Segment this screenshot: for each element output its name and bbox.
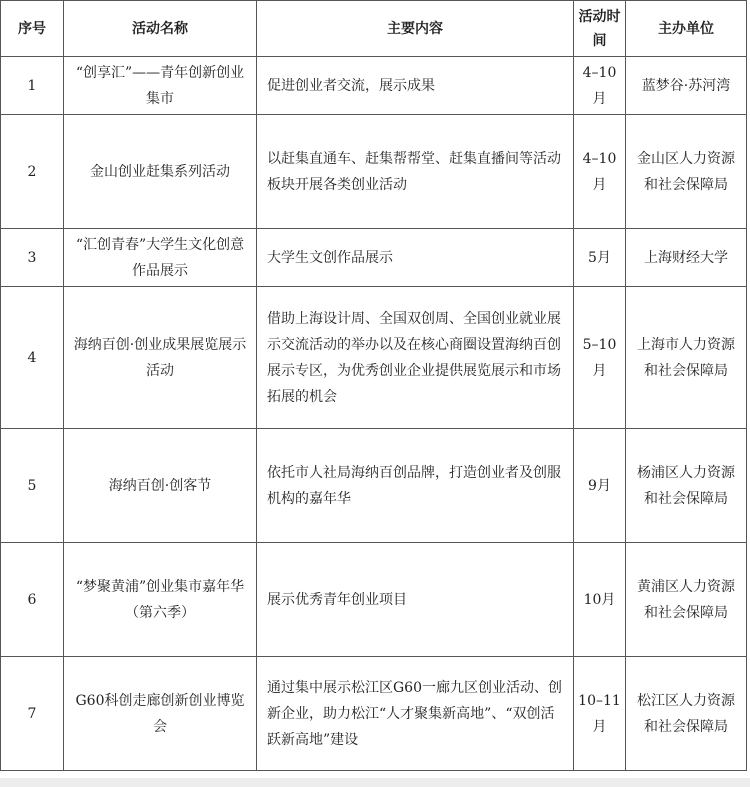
row-no: 5 <box>1 429 64 543</box>
row-org: 松江区人力资源和社会保障局 <box>626 657 747 771</box>
row-content: 通过集中展示松江区G60一廊九区创业活动、创新企业，助力松江“人才聚集新高地”、“双创活跃新高地”建设 <box>257 657 574 771</box>
row-org: 上海市人力资源和社会保障局 <box>626 287 747 429</box>
table-row <box>1 229 747 287</box>
row-content: 展示优秀青年创业项目 <box>257 543 574 657</box>
row-org: 黄浦区人力资源和社会保障局 <box>626 543 747 657</box>
table-row <box>1 57 747 115</box>
row-time: 4–10月 <box>574 57 626 115</box>
header-name: 活动名称 <box>64 1 257 57</box>
row-org: 蓝梦谷·苏河湾 <box>626 57 747 115</box>
header-org: 主办单位 <box>626 1 747 57</box>
table-row <box>1 657 747 771</box>
table-row <box>1 115 747 229</box>
row-content: 大学生文创作品展示 <box>257 229 574 287</box>
row-time: 10月 <box>574 543 626 657</box>
window-bottom-bar <box>0 778 750 787</box>
row-content: 促进创业者交流，展示成果 <box>257 57 574 115</box>
row-no: 2 <box>1 115 64 229</box>
row-no: 4 <box>1 287 64 429</box>
row-no: 3 <box>1 229 64 287</box>
row-time: 4–10月 <box>574 115 626 229</box>
header-time: 活动时间 <box>574 1 626 57</box>
row-content: 依托市人社局海纳百创品牌，打造创业者及创服机构的嘉年华 <box>257 429 574 543</box>
row-name: “汇创青春”大学生文化创意作品展示 <box>64 229 257 287</box>
row-name: “创享汇”——青年创新创业集市 <box>64 57 257 115</box>
table-row <box>1 543 747 657</box>
row-no: 7 <box>1 657 64 771</box>
table-row <box>1 429 747 543</box>
row-org: 杨浦区人力资源和社会保障局 <box>626 429 747 543</box>
header-content: 主要内容 <box>257 1 574 57</box>
row-name: 海纳百创·创业成果展览展示活动 <box>64 287 257 429</box>
row-org: 金山区人力资源和社会保障局 <box>626 115 747 229</box>
row-no: 1 <box>1 57 64 115</box>
row-org: 上海财经大学 <box>626 229 747 287</box>
row-name: 海纳百创·创客节 <box>64 429 257 543</box>
row-time: 9月 <box>574 429 626 543</box>
row-content: 以赶集直通车、赶集帮帮堂、赶集直播间等活动板块开展各类创业活动 <box>257 115 574 229</box>
table-row <box>1 287 747 429</box>
row-time: 5–10月 <box>574 287 626 429</box>
header-no: 序号 <box>1 1 64 57</box>
row-name: “梦聚黄浦”创业集市嘉年华（第六季） <box>64 543 257 657</box>
row-time: 5月 <box>574 229 626 287</box>
row-time: 10–11月 <box>574 657 626 771</box>
row-no: 6 <box>1 543 64 657</box>
row-name: G60科创走廊创新创业博览会 <box>64 657 257 771</box>
table-header-row <box>1 1 747 57</box>
row-name: 金山创业赶集系列活动 <box>64 115 257 229</box>
row-content: 借助上海设计周、全国双创周、全国创业就业展示交流活动的举办以及在核心商圈设置海纳百创展示专区，为优秀创业企业提供展览展示和市场拓展的机会 <box>257 287 574 429</box>
